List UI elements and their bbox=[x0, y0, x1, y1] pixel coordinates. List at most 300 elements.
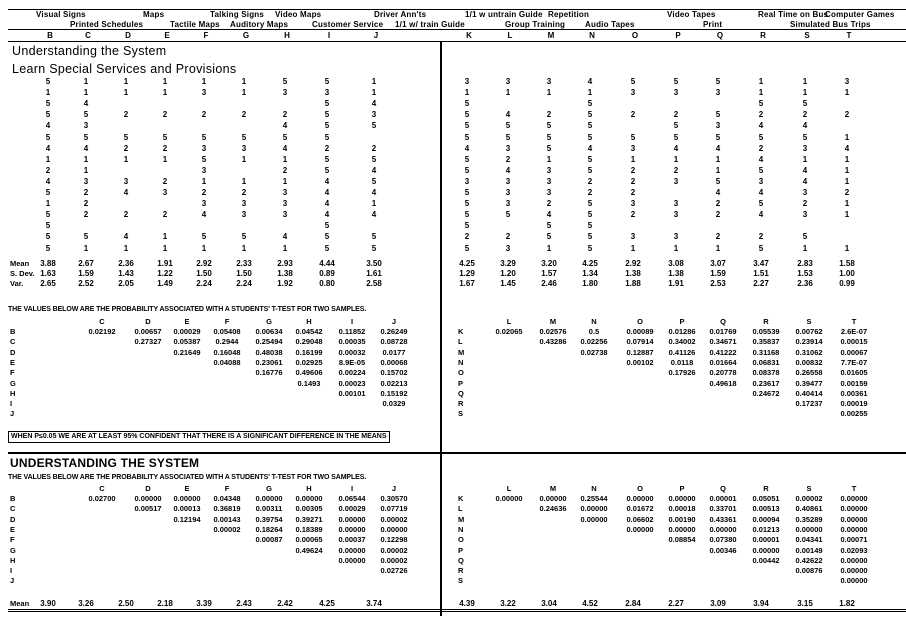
data-cell[interactable]: 2 bbox=[505, 232, 511, 242]
matrix-cell[interactable]: 0.00000 bbox=[338, 545, 366, 555]
matrix-cell[interactable]: 0.00346 bbox=[709, 545, 737, 555]
data-cell[interactable]: 3 bbox=[464, 176, 470, 186]
data-cell[interactable]: 4 bbox=[123, 232, 129, 242]
column-letter[interactable]: N bbox=[589, 31, 595, 40]
data-cell[interactable]: 4 bbox=[758, 210, 764, 220]
data-cell[interactable]: 4 bbox=[758, 121, 764, 131]
matrix-cell[interactable]: 0.05539 bbox=[752, 327, 780, 336]
matrix-cell[interactable]: 0.16776 bbox=[255, 368, 283, 378]
matrix-cell[interactable]: 0.07380 bbox=[709, 535, 737, 545]
data-cell[interactable]: 4 bbox=[324, 176, 330, 186]
stat-value[interactable]: 1.38 bbox=[625, 269, 641, 278]
stat-value[interactable]: 2.93 bbox=[277, 259, 293, 268]
data-cell[interactable]: 5 bbox=[371, 176, 377, 186]
matrix-cell[interactable]: 0.06831 bbox=[752, 357, 780, 367]
matrix-cell[interactable]: 0.00513 bbox=[752, 504, 780, 514]
data-cell[interactable]: 3 bbox=[673, 232, 679, 242]
data-cell[interactable]: 5 bbox=[802, 132, 808, 142]
matrix-cell[interactable]: 0.02093 bbox=[840, 545, 868, 555]
matrix-cell[interactable]: 0.04341 bbox=[795, 535, 823, 545]
data-cell[interactable]: 1 bbox=[241, 176, 247, 186]
matrix-cell[interactable]: 0.00442 bbox=[752, 555, 780, 565]
data-cell[interactable]: 1 bbox=[83, 243, 89, 253]
data-cell[interactable]: 4 bbox=[673, 143, 679, 153]
data-cell[interactable]: 1 bbox=[371, 77, 377, 86]
matrix-cell[interactable]: 0.00361 bbox=[840, 388, 868, 398]
column-letter[interactable]: K bbox=[466, 31, 472, 40]
data-cell[interactable]: 2 bbox=[630, 176, 636, 186]
matrix-cell[interactable]: 0.00000 bbox=[134, 494, 162, 503]
data-cell[interactable]: 4 bbox=[546, 210, 552, 220]
data-cell[interactable]: 5 bbox=[758, 199, 764, 209]
matrix-cell[interactable]: 0.00143 bbox=[213, 514, 241, 524]
data-cell[interactable]: 5 bbox=[587, 132, 593, 142]
matrix-cell[interactable]: 7.7E-07 bbox=[840, 357, 868, 367]
data-cell[interactable]: 5 bbox=[371, 243, 377, 253]
data-cell[interactable]: 1 bbox=[715, 154, 721, 164]
data-cell[interactable]: 5 bbox=[758, 243, 764, 253]
data-cell[interactable]: 5 bbox=[587, 199, 593, 209]
data-cell[interactable]: 5 bbox=[45, 132, 51, 142]
data-cell[interactable]: 2 bbox=[123, 210, 129, 220]
matrix-cell[interactable]: 0.00000 bbox=[668, 494, 696, 503]
matrix-cell[interactable]: 0.00018 bbox=[668, 504, 696, 514]
data-cell[interactable]: 2 bbox=[282, 165, 288, 175]
data-cell[interactable]: 4 bbox=[45, 143, 51, 153]
matrix-cell[interactable]: 0.12887 bbox=[626, 347, 654, 357]
data-cell[interactable]: 4 bbox=[123, 188, 129, 197]
data-cell[interactable]: 3 bbox=[83, 121, 89, 131]
stat-value[interactable]: 1.59 bbox=[710, 269, 726, 278]
data-cell[interactable]: 4 bbox=[587, 143, 593, 153]
data-cell[interactable]: 3 bbox=[673, 176, 679, 186]
matrix-cell[interactable]: 0.00001 bbox=[752, 535, 780, 545]
stat-value[interactable]: 2.27 bbox=[753, 279, 769, 288]
stat-value[interactable]: 1.91 bbox=[668, 279, 684, 288]
data-cell[interactable]: 1 bbox=[371, 199, 377, 209]
data-cell[interactable]: 2 bbox=[324, 143, 330, 153]
stat-value[interactable]: 0.80 bbox=[319, 279, 335, 288]
mean-value[interactable]: 3.09 bbox=[710, 599, 726, 608]
data-cell[interactable]: 1 bbox=[241, 77, 247, 86]
matrix-cell[interactable]: 0.16199 bbox=[295, 347, 323, 357]
matrix-cell[interactable]: 0.16048 bbox=[213, 347, 241, 357]
matrix-cell[interactable]: 0.00102 bbox=[626, 357, 654, 367]
data-cell[interactable]: 5 bbox=[201, 154, 207, 164]
matrix-cell[interactable]: 0.00000 bbox=[255, 494, 283, 503]
data-cell[interactable]: 5 bbox=[673, 132, 679, 142]
matrix-cell[interactable]: 0.00002 bbox=[213, 524, 241, 534]
data-cell[interactable]: 5 bbox=[45, 221, 51, 231]
data-cell[interactable]: 2 bbox=[201, 188, 207, 197]
data-cell[interactable]: 5 bbox=[45, 99, 51, 109]
matrix-cell[interactable]: 0.43286 bbox=[539, 337, 567, 347]
data-cell[interactable]: 5 bbox=[464, 221, 470, 231]
matrix-cell[interactable]: 0.00832 bbox=[795, 357, 823, 367]
data-cell[interactable]: 1 bbox=[844, 210, 850, 220]
matrix-cell[interactable]: 0.08378 bbox=[752, 368, 780, 378]
matrix-cell[interactable]: 0.15702 bbox=[380, 368, 408, 378]
stat-value[interactable]: 1.43 bbox=[118, 269, 134, 278]
matrix-cell[interactable]: 0.00000 bbox=[338, 555, 366, 565]
matrix-cell[interactable]: 0.42622 bbox=[795, 555, 823, 565]
data-cell[interactable]: 4 bbox=[715, 143, 721, 153]
stat-value[interactable]: 1.80 bbox=[582, 279, 598, 288]
matrix-cell[interactable]: 0.00149 bbox=[795, 545, 823, 555]
mean-value[interactable]: 3.94 bbox=[753, 599, 769, 608]
stat-value[interactable]: 1.34 bbox=[582, 269, 598, 278]
matrix-cell[interactable]: 0.17237 bbox=[795, 399, 823, 409]
data-cell[interactable]: 1 bbox=[282, 154, 288, 164]
matrix-cell[interactable]: 0.00000 bbox=[539, 494, 567, 503]
data-cell[interactable]: 5 bbox=[715, 77, 721, 86]
stat-value[interactable]: 3.20 bbox=[541, 259, 557, 268]
data-cell[interactable]: 5 bbox=[546, 143, 552, 153]
data-cell[interactable]: 4 bbox=[45, 121, 51, 131]
data-cell[interactable]: 4 bbox=[201, 210, 207, 220]
data-cell[interactable]: 1 bbox=[282, 176, 288, 186]
column-letter[interactable]: Q bbox=[716, 31, 724, 40]
data-cell[interactable]: 5 bbox=[546, 121, 552, 131]
data-cell[interactable]: 5 bbox=[324, 132, 330, 142]
mean-value[interactable]: 2.50 bbox=[118, 599, 134, 608]
stat-value[interactable]: 1.63 bbox=[40, 269, 56, 278]
data-cell[interactable]: 3 bbox=[201, 199, 207, 209]
data-cell[interactable]: 4 bbox=[802, 165, 808, 175]
matrix-cell[interactable]: 0.00029 bbox=[173, 327, 201, 336]
matrix-cell[interactable]: 0.34002 bbox=[668, 337, 696, 347]
data-cell[interactable]: 2 bbox=[464, 232, 470, 242]
matrix-cell[interactable]: 0.5 bbox=[588, 327, 600, 336]
data-cell[interactable]: 4 bbox=[505, 165, 511, 175]
stat-value[interactable]: 2.65 bbox=[40, 279, 56, 288]
matrix-cell[interactable]: 0.00032 bbox=[338, 347, 366, 357]
matrix-cell[interactable]: 0.00002 bbox=[795, 494, 823, 503]
matrix-cell[interactable]: 0.00013 bbox=[173, 504, 201, 514]
data-cell[interactable]: 5 bbox=[546, 132, 552, 142]
matrix-cell[interactable]: 0.00068 bbox=[380, 357, 408, 367]
matrix-cell[interactable]: 0.0118 bbox=[670, 357, 694, 367]
data-cell[interactable]: 4 bbox=[464, 143, 470, 153]
data-cell[interactable]: 5 bbox=[630, 77, 636, 86]
data-cell[interactable]: 4 bbox=[371, 99, 377, 109]
data-cell[interactable]: 5 bbox=[282, 77, 288, 86]
data-cell[interactable]: 4 bbox=[282, 143, 288, 153]
data-cell[interactable]: 1 bbox=[371, 88, 377, 98]
matrix-cell[interactable]: 0.00000 bbox=[840, 576, 868, 586]
column-letter[interactable]: L bbox=[507, 31, 513, 40]
matrix-cell[interactable]: 0.35289 bbox=[795, 514, 823, 524]
matrix-cell[interactable]: 0.00000 bbox=[840, 524, 868, 534]
matrix-cell[interactable]: 0.00015 bbox=[840, 337, 868, 347]
data-cell[interactable]: 5 bbox=[587, 221, 593, 231]
data-cell[interactable]: 2 bbox=[673, 110, 679, 120]
data-cell[interactable]: 5 bbox=[324, 243, 330, 253]
stat-value[interactable]: 1.61 bbox=[366, 269, 382, 278]
data-cell[interactable]: 5 bbox=[45, 243, 51, 253]
matrix-cell[interactable]: 0.00023 bbox=[338, 378, 366, 388]
stat-value[interactable]: 0.89 bbox=[319, 269, 335, 278]
matrix-cell[interactable]: 0.05051 bbox=[752, 494, 780, 503]
data-cell[interactable]: 3 bbox=[505, 143, 511, 153]
data-cell[interactable]: 5 bbox=[464, 110, 470, 120]
data-cell[interactable]: 3 bbox=[844, 77, 850, 86]
matrix-cell[interactable]: 0.00000 bbox=[840, 566, 868, 576]
data-cell[interactable]: 4 bbox=[802, 121, 808, 131]
matrix-cell[interactable]: 0.02213 bbox=[380, 378, 408, 388]
matrix-cell[interactable]: 0.00255 bbox=[840, 409, 868, 419]
data-cell[interactable]: 3 bbox=[673, 199, 679, 209]
column-letter[interactable]: S bbox=[804, 31, 810, 40]
data-cell[interactable]: 3 bbox=[162, 188, 168, 197]
data-cell[interactable]: 3 bbox=[505, 243, 511, 253]
matrix-cell[interactable]: 0.43361 bbox=[709, 514, 737, 524]
data-cell[interactable]: 1 bbox=[715, 243, 721, 253]
data-cell[interactable]: 1 bbox=[45, 199, 51, 209]
data-cell[interactable]: 5 bbox=[83, 110, 89, 120]
stat-value[interactable]: 1.51 bbox=[753, 269, 769, 278]
data-cell[interactable]: 5 bbox=[45, 188, 51, 197]
stat-value[interactable]: 3.08 bbox=[668, 259, 684, 268]
matrix-cell[interactable]: 0.07719 bbox=[380, 504, 408, 514]
data-cell[interactable]: 5 bbox=[324, 232, 330, 242]
matrix-cell[interactable]: 0.00224 bbox=[338, 368, 366, 378]
matrix-cell[interactable]: 0.02192 bbox=[88, 327, 116, 336]
matrix-cell[interactable]: 0.02256 bbox=[580, 337, 608, 347]
data-cell[interactable]: 5 bbox=[324, 165, 330, 175]
data-cell[interactable]: 1 bbox=[546, 154, 552, 164]
data-cell[interactable]: 5 bbox=[324, 154, 330, 164]
data-cell[interactable]: 3 bbox=[546, 188, 552, 197]
data-cell[interactable]: 1 bbox=[844, 165, 850, 175]
matrix-cell[interactable]: 0.00071 bbox=[840, 535, 868, 545]
data-cell[interactable]: 1 bbox=[123, 88, 129, 98]
data-cell[interactable]: 4 bbox=[505, 110, 511, 120]
matrix-cell[interactable]: 0.00634 bbox=[255, 327, 283, 336]
stat-value[interactable]: 3.07 bbox=[710, 259, 726, 268]
matrix-cell[interactable]: 0.01769 bbox=[709, 327, 737, 336]
matrix-cell[interactable]: 0.25544 bbox=[580, 494, 608, 503]
matrix-cell[interactable]: 0.00000 bbox=[668, 524, 696, 534]
column-letter[interactable]: R bbox=[760, 31, 766, 40]
data-cell[interactable]: 5 bbox=[371, 232, 377, 242]
matrix-cell[interactable]: 0.25494 bbox=[255, 337, 283, 347]
data-cell[interactable]: 5 bbox=[371, 121, 377, 131]
data-cell[interactable]: 4 bbox=[371, 165, 377, 175]
matrix-cell[interactable]: 0.15192 bbox=[380, 388, 408, 398]
stat-value[interactable]: 1.00 bbox=[839, 269, 855, 278]
data-cell[interactable]: 3 bbox=[201, 143, 207, 153]
matrix-cell[interactable]: 0.06602 bbox=[626, 514, 654, 524]
stat-value[interactable]: 1.88 bbox=[625, 279, 641, 288]
matrix-cell[interactable]: 0.23617 bbox=[752, 378, 780, 388]
data-cell[interactable]: 2 bbox=[45, 165, 51, 175]
matrix-cell[interactable]: 0.01664 bbox=[709, 357, 737, 367]
data-cell[interactable]: 4 bbox=[802, 176, 808, 186]
data-cell[interactable]: 5 bbox=[505, 121, 511, 131]
data-cell[interactable]: 2 bbox=[123, 143, 129, 153]
stat-value[interactable]: 2.46 bbox=[541, 279, 557, 288]
data-cell[interactable]: 2 bbox=[673, 165, 679, 175]
data-cell[interactable]: 5 bbox=[282, 132, 288, 142]
matrix-cell[interactable]: 0.00762 bbox=[795, 327, 823, 336]
data-cell[interactable]: 5 bbox=[241, 132, 247, 142]
data-cell[interactable]: 1 bbox=[241, 154, 247, 164]
data-cell[interactable]: 4 bbox=[324, 188, 330, 197]
data-cell[interactable]: 1 bbox=[45, 88, 51, 98]
data-cell[interactable]: 5 bbox=[324, 110, 330, 120]
data-cell[interactable]: 5 bbox=[587, 243, 593, 253]
matrix-cell[interactable]: 0.33701 bbox=[709, 504, 737, 514]
data-cell[interactable]: 2 bbox=[715, 199, 721, 209]
data-cell[interactable]: 2 bbox=[505, 154, 511, 164]
column-letter[interactable]: F bbox=[203, 31, 209, 40]
column-letter[interactable]: I bbox=[327, 31, 331, 40]
data-cell[interactable]: 5 bbox=[201, 232, 207, 242]
mean-value[interactable]: 3.22 bbox=[500, 599, 516, 608]
matrix-cell[interactable]: 0.00000 bbox=[580, 504, 608, 514]
matrix-cell[interactable]: 0.26249 bbox=[380, 327, 408, 336]
matrix-cell[interactable]: 0.39271 bbox=[295, 514, 323, 524]
data-cell[interactable]: 3 bbox=[758, 176, 764, 186]
stat-value[interactable]: 2.24 bbox=[196, 279, 212, 288]
data-cell[interactable]: 5 bbox=[45, 232, 51, 242]
matrix-cell[interactable]: 0.12194 bbox=[173, 514, 201, 524]
stat-value[interactable]: 0.99 bbox=[839, 279, 855, 288]
stat-value[interactable]: 1.22 bbox=[157, 269, 173, 278]
matrix-cell[interactable]: 0.00000 bbox=[840, 504, 868, 514]
data-cell[interactable]: 3 bbox=[630, 199, 636, 209]
data-cell[interactable]: 3 bbox=[505, 176, 511, 186]
data-cell[interactable]: 2 bbox=[758, 143, 764, 153]
matrix-cell[interactable]: 0.00517 bbox=[134, 504, 162, 514]
stat-value[interactable]: 2.58 bbox=[366, 279, 382, 288]
stat-value[interactable]: 4.44 bbox=[319, 259, 335, 268]
data-cell[interactable]: 2 bbox=[758, 110, 764, 120]
matrix-cell[interactable]: 0.00065 bbox=[295, 535, 323, 545]
data-cell[interactable]: 1 bbox=[83, 77, 89, 86]
data-cell[interactable]: 2 bbox=[630, 188, 636, 197]
matrix-cell[interactable]: 0.00000 bbox=[840, 494, 868, 503]
mean-value[interactable]: 3.90 bbox=[40, 599, 56, 608]
stat-value[interactable]: 2.83 bbox=[797, 259, 813, 268]
data-cell[interactable]: 1 bbox=[673, 154, 679, 164]
matrix-cell[interactable]: 8.9E-05 bbox=[338, 357, 366, 367]
data-cell[interactable]: 1 bbox=[83, 165, 89, 175]
data-cell[interactable]: 5 bbox=[505, 210, 511, 220]
matrix-cell[interactable]: 0.01605 bbox=[840, 368, 868, 378]
data-cell[interactable]: 2 bbox=[546, 199, 552, 209]
data-cell[interactable]: 5 bbox=[715, 176, 721, 186]
data-cell[interactable]: 2 bbox=[282, 110, 288, 120]
mean-value[interactable]: 2.84 bbox=[625, 599, 641, 608]
matrix-cell[interactable]: 0.00000 bbox=[709, 524, 737, 534]
matrix-cell[interactable]: 0.00000 bbox=[495, 494, 523, 503]
matrix-cell[interactable]: 0.01286 bbox=[668, 327, 696, 336]
matrix-cell[interactable]: 0.23061 bbox=[255, 357, 283, 367]
column-letter[interactable]: P bbox=[675, 31, 681, 40]
data-cell[interactable]: 5 bbox=[464, 188, 470, 197]
matrix-cell[interactable]: 0.00001 bbox=[709, 494, 737, 503]
data-cell[interactable]: 5 bbox=[758, 132, 764, 142]
data-cell[interactable]: 3 bbox=[505, 77, 511, 86]
column-letter[interactable]: M bbox=[547, 31, 555, 40]
data-cell[interactable]: 2 bbox=[241, 188, 247, 197]
data-cell[interactable]: 5 bbox=[464, 121, 470, 131]
column-letter[interactable]: D bbox=[125, 31, 131, 40]
matrix-cell[interactable]: 0.30570 bbox=[380, 494, 408, 503]
data-cell[interactable]: 2 bbox=[802, 199, 808, 209]
data-cell[interactable]: 5 bbox=[324, 221, 330, 231]
matrix-cell[interactable]: 0.00657 bbox=[134, 327, 162, 336]
matrix-cell[interactable]: 0.39477 bbox=[795, 378, 823, 388]
matrix-cell[interactable]: 0.04348 bbox=[213, 494, 241, 503]
stat-value[interactable]: 1.91 bbox=[157, 259, 173, 268]
data-cell[interactable]: 1 bbox=[162, 77, 168, 86]
column-letter[interactable]: C bbox=[85, 31, 91, 40]
matrix-cell[interactable]: 0.02726 bbox=[380, 566, 408, 576]
data-cell[interactable]: 4 bbox=[324, 199, 330, 209]
column-letter[interactable]: H bbox=[284, 31, 290, 40]
matrix-cell[interactable]: 0.04542 bbox=[295, 327, 323, 336]
data-cell[interactable]: 3 bbox=[546, 165, 552, 175]
data-cell[interactable]: 1 bbox=[162, 232, 168, 242]
stat-value[interactable]: 2.67 bbox=[78, 259, 94, 268]
mean-value[interactable]: 4.39 bbox=[459, 599, 475, 608]
data-cell[interactable]: 3 bbox=[802, 188, 808, 197]
data-cell[interactable]: 2 bbox=[715, 232, 721, 242]
data-cell[interactable]: 4 bbox=[371, 210, 377, 220]
data-cell[interactable]: 3 bbox=[201, 165, 207, 175]
matrix-cell[interactable]: 0.00037 bbox=[338, 535, 366, 545]
matrix-cell[interactable]: 0.00089 bbox=[626, 327, 654, 336]
column-letter[interactable]: E bbox=[164, 31, 170, 40]
data-cell[interactable]: 1 bbox=[162, 243, 168, 253]
data-cell[interactable]: 5 bbox=[83, 132, 89, 142]
data-cell[interactable]: 4 bbox=[371, 188, 377, 197]
stat-value[interactable]: 1.92 bbox=[277, 279, 293, 288]
matrix-cell[interactable]: 0.00029 bbox=[338, 504, 366, 514]
column-letter[interactable]: J bbox=[373, 31, 379, 40]
matrix-cell[interactable]: 0.00000 bbox=[626, 494, 654, 503]
data-cell[interactable]: 2 bbox=[546, 110, 552, 120]
data-cell[interactable]: 5 bbox=[758, 99, 764, 109]
data-cell[interactable]: 1 bbox=[464, 88, 470, 98]
data-cell[interactable]: 5 bbox=[464, 243, 470, 253]
data-cell[interactable]: 5 bbox=[241, 232, 247, 242]
data-cell[interactable]: 1 bbox=[802, 77, 808, 86]
data-cell[interactable]: 1 bbox=[546, 88, 552, 98]
matrix-cell[interactable]: 0.00019 bbox=[840, 399, 868, 409]
data-cell[interactable]: 1 bbox=[282, 243, 288, 253]
data-cell[interactable]: 2 bbox=[162, 210, 168, 220]
data-cell[interactable]: 1 bbox=[844, 132, 850, 142]
data-cell[interactable]: 1 bbox=[83, 88, 89, 98]
matrix-cell[interactable]: 0.00101 bbox=[338, 388, 366, 398]
data-cell[interactable]: 4 bbox=[715, 188, 721, 197]
data-cell[interactable]: 1 bbox=[630, 154, 636, 164]
stat-value[interactable]: 3.88 bbox=[40, 259, 56, 268]
data-cell[interactable]: 5 bbox=[45, 110, 51, 120]
data-cell[interactable]: 4 bbox=[282, 232, 288, 242]
data-cell[interactable]: 2 bbox=[162, 143, 168, 153]
matrix-cell[interactable]: 0.00000 bbox=[338, 524, 366, 534]
data-cell[interactable]: 5 bbox=[673, 77, 679, 86]
stat-value[interactable]: 1.50 bbox=[236, 269, 252, 278]
stat-value[interactable]: 3.50 bbox=[366, 259, 382, 268]
data-cell[interactable]: 1 bbox=[201, 176, 207, 186]
data-cell[interactable]: 1 bbox=[201, 243, 207, 253]
